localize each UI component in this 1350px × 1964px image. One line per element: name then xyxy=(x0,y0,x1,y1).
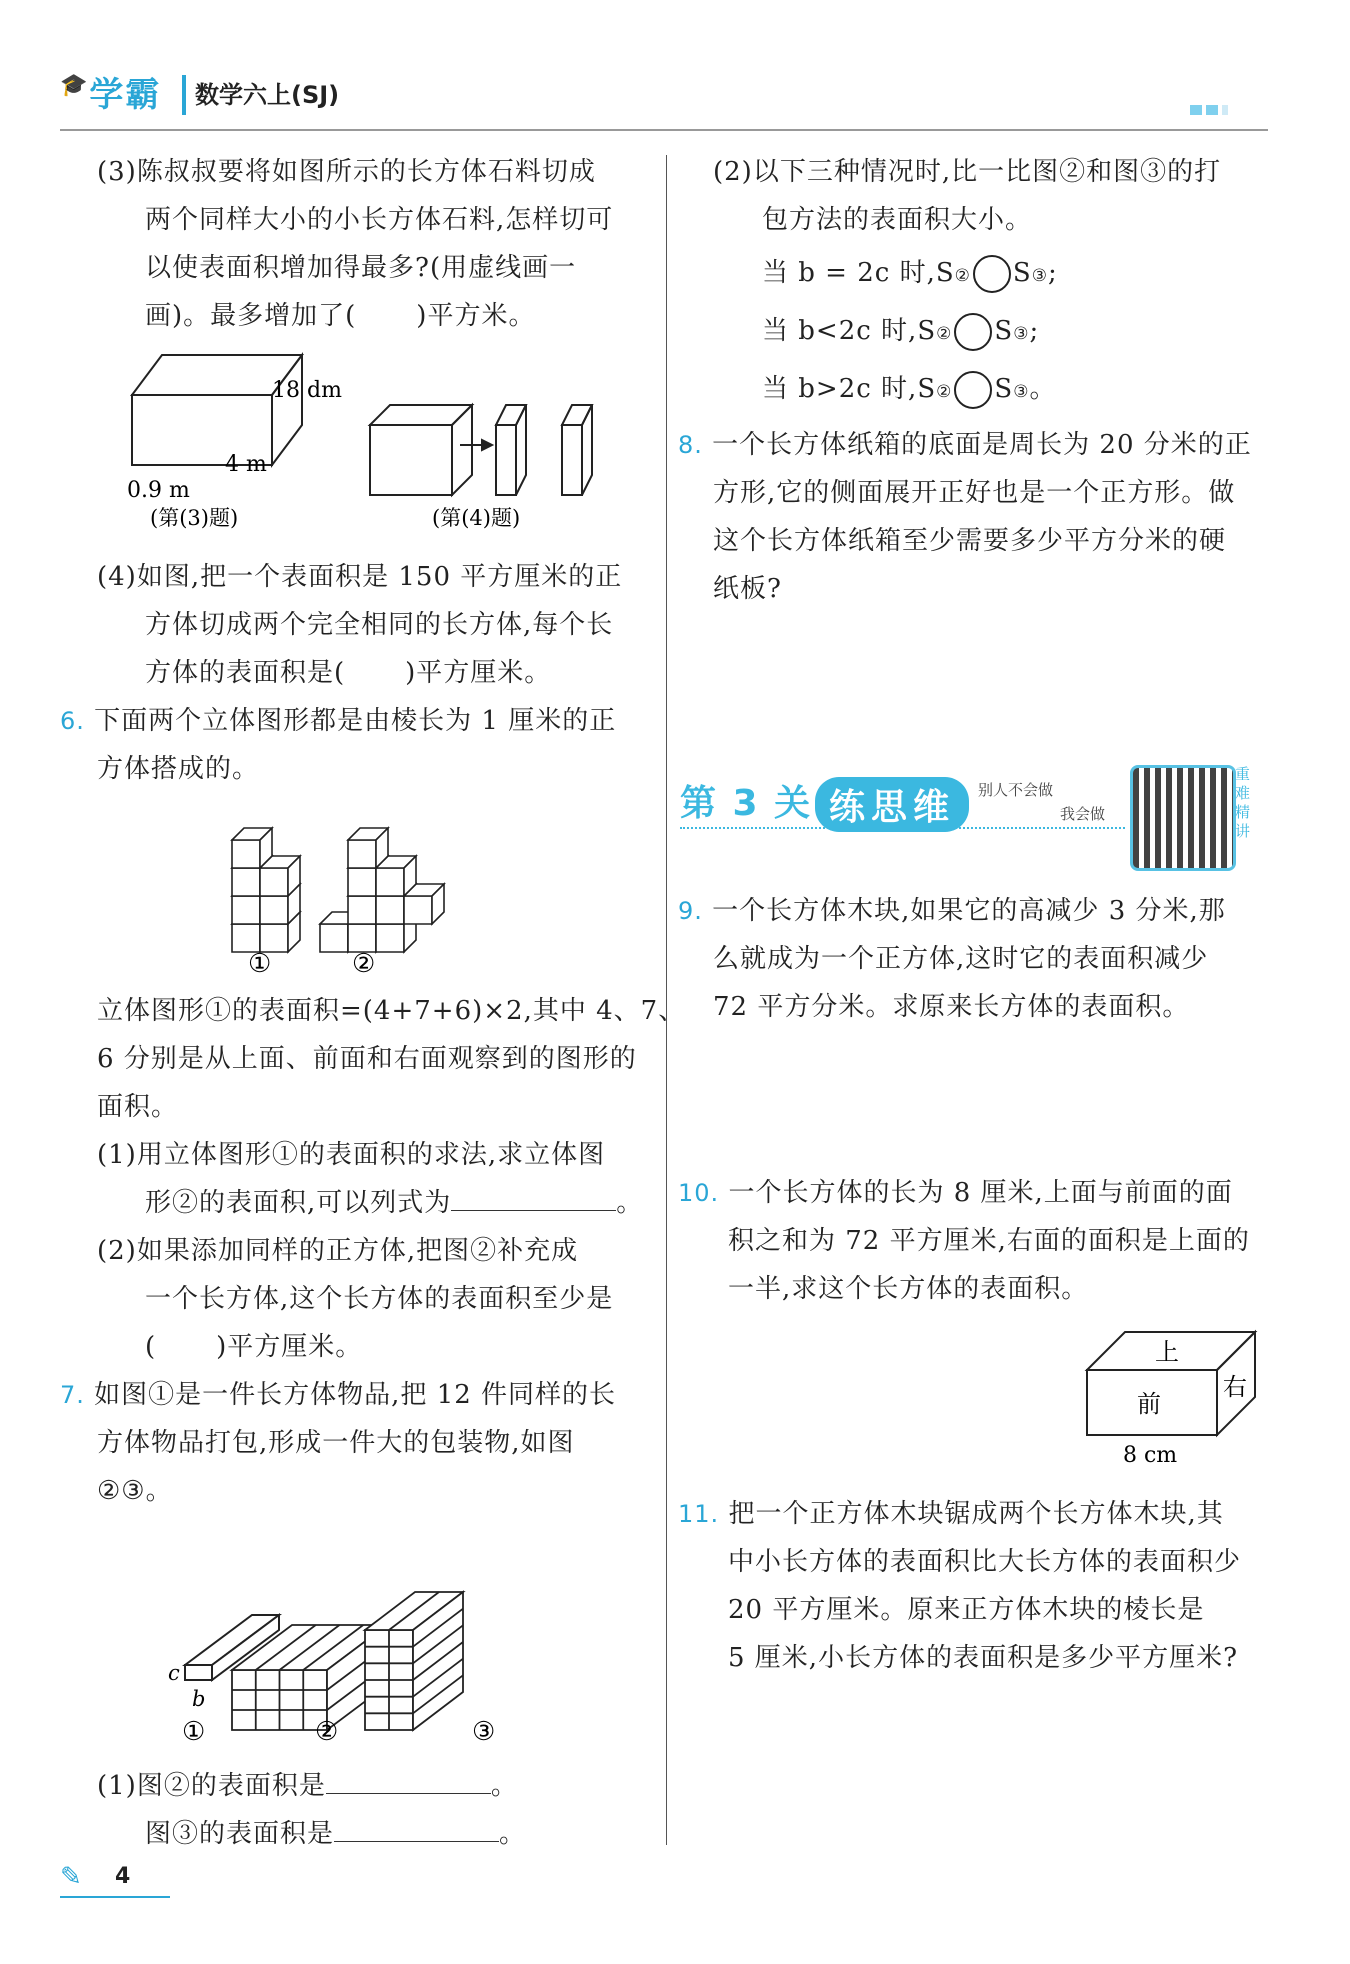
graduation-cap-icon: 🎓 xyxy=(60,73,90,98)
q7-2-case2: 当 b<2c 时,S② S③; xyxy=(762,307,1039,359)
label-09m: 0.9 m xyxy=(127,478,190,503)
unit-cube-face xyxy=(404,896,432,924)
q6-p1-line2: 形②的表面积,可以列式为 。 xyxy=(145,1179,643,1228)
header xyxy=(40,55,1270,135)
label-4m: 4 m xyxy=(225,452,267,477)
q6-line1: 6. 下面两个立体图形都是由棱长为 1 厘米的正 xyxy=(60,706,617,736)
unit-cube-face xyxy=(348,924,376,952)
q11-number: 11. xyxy=(678,1500,720,1528)
pencil-icon: ✎ xyxy=(60,1862,82,1892)
q5-4-line3: 方体的表面积是( )平方厘米。 xyxy=(145,658,552,688)
q5-3-line4: 画)。最多增加了( )平方米。 xyxy=(145,301,536,331)
face-right: 右 xyxy=(1223,1373,1247,1401)
q11-line3: 20 平方厘米。原来正方体木块的棱长是 xyxy=(728,1595,1205,1625)
q6-desc-line3: 面积。 xyxy=(97,1092,179,1122)
q10-line3: 一半,求这个长方体的表面积。 xyxy=(728,1274,1089,1304)
q6-p1-answer-blank[interactable] xyxy=(451,1184,616,1211)
q9-line1: 9. 一个长方体木块,如果它的高减少 3 分米,那 xyxy=(678,896,1226,926)
q10-line1: 10. 一个长方体的长为 8 厘米,上面与前面的面 xyxy=(678,1178,1233,1208)
label-b: b xyxy=(192,1687,206,1711)
q11-line1: 11. 把一个正方体木块锯成两个长方体木块,其 xyxy=(678,1499,1224,1529)
q10-line2: 积之和为 72 平方厘米,右面的面积是上面的 xyxy=(728,1226,1250,1256)
q6-cube-figures xyxy=(220,800,540,985)
unit-cube-face xyxy=(376,924,404,952)
unit-cube-face xyxy=(260,868,288,896)
q5-3-line1: (3)陈叔叔要将如图所示的长方体石料切成 xyxy=(97,157,596,187)
q7-package-figures xyxy=(160,1535,590,1750)
q6-line2: 方体搭成的。 xyxy=(97,754,260,784)
q7-2-case3: 当 b>2c 时,S② S③。 xyxy=(762,365,1056,417)
cube-stack-1 xyxy=(232,828,300,952)
label-c: c xyxy=(168,1661,180,1685)
q6-p2-line2: 一个长方体,这个长方体的表面积至少是 xyxy=(145,1284,614,1314)
brand-logo: 🎓学霸 xyxy=(60,73,162,115)
page-number: 4 xyxy=(115,1864,131,1889)
q11-line2: 中小长方体的表面积比大长方体的表面积少 xyxy=(728,1547,1242,1577)
banner-slogan2: 我会做 xyxy=(1060,805,1106,823)
qr-code[interactable] xyxy=(1130,765,1236,871)
q7-fig2-area-blank[interactable] xyxy=(326,1767,491,1794)
unit-cube-face xyxy=(320,924,348,952)
caption-fig3: (第(3)题) xyxy=(150,506,239,530)
q7-line1: 7. 如图①是一件长方体物品,把 12 件同样的长 xyxy=(60,1380,617,1410)
q7-p1-line2: 图③的表面积是 。 xyxy=(145,1810,526,1859)
unit-cube-face xyxy=(232,868,260,896)
q9-number: 9. xyxy=(678,897,703,925)
q6-desc-line2: 6 分别是从上面、前面和右面观察到的图形的 xyxy=(97,1044,637,1074)
q6-p1-line1: (1)用立体图形①的表面积的求法,求立体图 xyxy=(97,1140,606,1170)
footer xyxy=(60,1860,180,1900)
face-top: 上 xyxy=(1155,1338,1179,1366)
compare-circle-3[interactable] xyxy=(954,371,992,409)
unit-cube-face xyxy=(376,868,404,896)
q10-number: 10. xyxy=(678,1179,720,1207)
q7-fig1-label: ① xyxy=(182,1717,206,1747)
q7-2-line2: 包方法的表面积大小。 xyxy=(762,205,1033,235)
header-divider xyxy=(182,75,186,115)
banner-title: 练思维 xyxy=(815,777,969,832)
q6-fig2-label: ② xyxy=(352,949,376,979)
cube-stack-2 xyxy=(320,828,444,952)
package-3 xyxy=(365,1592,463,1730)
q9-line3: 72 平方分米。求原来长方体的表面积。 xyxy=(713,992,1190,1022)
stone-block-diagram xyxy=(132,355,302,465)
q5-3-line3: 以使表面积增加得最多?(用虚线画一 xyxy=(145,253,577,283)
q5-3-line2: 两个同样大小的小长方体石料,怎样切可 xyxy=(145,205,614,235)
level-banner xyxy=(680,765,1260,875)
cube-cut-diagram xyxy=(370,405,592,495)
q11-line4: 5 厘米,小长方体的表面积是多少平方厘米? xyxy=(728,1643,1239,1673)
q7-line2: 方体物品打包,形成一件大的包装物,如图 xyxy=(97,1428,575,1458)
banner-slogan1: 别人不会做 xyxy=(978,781,1054,799)
q6-desc-line1: 立体图形①的表面积=(4+7+6)×2,其中 4、7、 xyxy=(97,996,686,1026)
header-rule xyxy=(60,129,1268,131)
q8-line3: 这个长方体纸箱至少需要多少平方分米的硬 xyxy=(713,526,1227,556)
banner-dotted-rule xyxy=(680,827,1125,829)
q5-4-line1: (4)如图,把一个表面积是 150 平方厘米的正 xyxy=(97,562,623,592)
unit-cube-face xyxy=(348,868,376,896)
unit-cube-face xyxy=(232,840,260,868)
qr-label: 重难精讲 xyxy=(1235,765,1251,840)
unit-cube-face xyxy=(348,840,376,868)
q8-line2: 方形,它的侧面展开正好也是一个正方形。做 xyxy=(713,478,1236,508)
unit-cube-face xyxy=(376,896,404,924)
q7-p1-line1: (1)图②的表面积是 。 xyxy=(97,1762,518,1811)
q10-cuboid-figure xyxy=(1075,1320,1275,1470)
q7-line3: ②③。 xyxy=(97,1476,173,1506)
compare-circle-2[interactable] xyxy=(954,313,992,351)
banner-level: 第 3 关 xyxy=(680,783,813,824)
footer-rule xyxy=(60,1896,170,1898)
q7-fig3-label: ③ xyxy=(472,1717,496,1747)
q6-p2-line1: (2)如果添加同样的正方体,把图②补充成 xyxy=(97,1236,579,1266)
unit-cube-face xyxy=(260,896,288,924)
q6-number: 6. xyxy=(60,707,85,735)
figures-3-4 xyxy=(110,345,650,535)
q9-line2: 么就成为一个正方体,这时它的表面积减少 xyxy=(713,944,1209,974)
unit-cube-face xyxy=(232,924,260,952)
subject-title: 数学六上(SJ) xyxy=(195,81,340,109)
length-label: 8 cm xyxy=(1123,1443,1178,1468)
q5-4-line2: 方体切成两个完全相同的长方体,每个长 xyxy=(145,610,614,640)
q8-number: 8. xyxy=(678,431,703,459)
q8-line1: 8. 一个长方体纸箱的底面是周长为 20 分米的正 xyxy=(678,430,1252,460)
unit-cube-face xyxy=(232,896,260,924)
q7-2-case1: 当 b = 2c 时,S② S③; xyxy=(762,249,1058,301)
q6-p2-line3: ( )平方厘米。 xyxy=(145,1332,363,1362)
compare-circle-1[interactable] xyxy=(973,255,1011,293)
q7-fig2-label: ② xyxy=(315,1717,339,1747)
caption-fig4: (第(4)题) xyxy=(432,506,521,530)
q7-fig3-area-blank[interactable] xyxy=(334,1815,499,1842)
label-18dm: 18 dm xyxy=(272,378,342,403)
q7-2-line1: (2)以下三种情况时,比一比图②和图③的打 xyxy=(713,157,1222,187)
unit-cube-face xyxy=(260,924,288,952)
unit-cube-face xyxy=(348,896,376,924)
q8-line4: 纸板? xyxy=(713,574,782,604)
q7-number: 7. xyxy=(60,1381,85,1409)
face-front: 前 xyxy=(1137,1390,1161,1418)
header-marks xyxy=(1190,100,1228,119)
q6-fig1-label: ① xyxy=(248,949,272,979)
